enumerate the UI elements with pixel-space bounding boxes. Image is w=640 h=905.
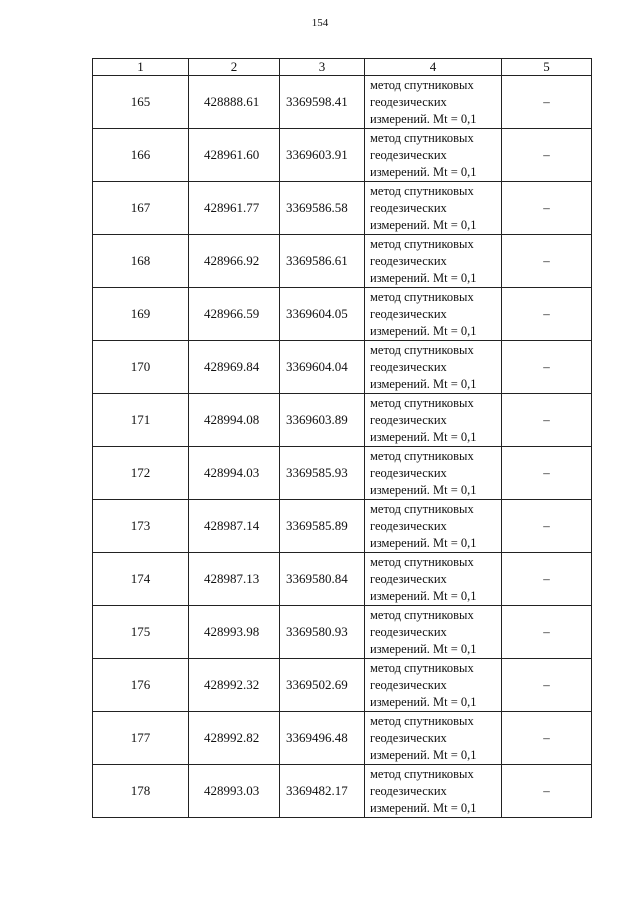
column-header-3: 3: [280, 59, 365, 76]
coordinates-table: [92, 58, 592, 818]
method-line-3: измерений. Mt = 0,1: [370, 535, 477, 550]
x-coordinate: 428994.08: [189, 394, 280, 447]
point-number: 170: [93, 341, 189, 394]
point-number: 166: [93, 129, 189, 182]
note-cell: –: [502, 659, 592, 712]
table-header-row: [93, 59, 592, 76]
column-header-1: 1: [93, 59, 189, 76]
table-row: [93, 76, 592, 129]
point-number: 175: [93, 606, 189, 659]
point-number: 173: [93, 500, 189, 553]
point-number: 174: [93, 553, 189, 606]
method-line-3: измерений. Mt = 0,1: [370, 694, 477, 709]
method-line-3: измерений. Mt = 0,1: [370, 270, 477, 285]
y-coordinate: 3369580.93: [280, 606, 365, 659]
method-description: [365, 341, 502, 394]
note-cell: –: [502, 394, 592, 447]
method-line-2: геодезических: [370, 518, 447, 533]
method-line-2: геодезических: [370, 783, 447, 798]
x-coordinate: 428961.60: [189, 129, 280, 182]
y-coordinate: 3369580.84: [280, 553, 365, 606]
method-line-1: метод спутниковых: [370, 342, 474, 357]
table-row: [93, 129, 592, 182]
point-number: 178: [93, 765, 189, 818]
method-description: [365, 712, 502, 765]
method-description: [365, 500, 502, 553]
column-header-2: 2: [189, 59, 280, 76]
method-description: [365, 129, 502, 182]
method-line-3: измерений. Mt = 0,1: [370, 429, 477, 444]
method-line-2: геодезических: [370, 253, 447, 268]
method-line-2: геодезических: [370, 147, 447, 162]
x-coordinate: 428993.03: [189, 765, 280, 818]
method-line-2: геодезических: [370, 412, 447, 427]
y-coordinate: 3369585.89: [280, 500, 365, 553]
method-line-3: измерений. Mt = 0,1: [370, 482, 477, 497]
point-number: 165: [93, 76, 189, 129]
page-number: 154: [311, 17, 329, 29]
point-number: 176: [93, 659, 189, 712]
method-description: [365, 606, 502, 659]
table-row: [93, 606, 592, 659]
table-row: [93, 288, 592, 341]
note-cell: –: [502, 129, 592, 182]
method-line-1: метод спутниковых: [370, 607, 474, 622]
method-line-2: геодезических: [370, 677, 447, 692]
method-description: [365, 235, 502, 288]
x-coordinate: 428987.13: [189, 553, 280, 606]
method-line-3: измерений. Mt = 0,1: [370, 588, 477, 603]
method-line-1: метод спутниковых: [370, 183, 474, 198]
table-row: [93, 341, 592, 394]
method-description: [365, 765, 502, 818]
x-coordinate: 428966.92: [189, 235, 280, 288]
note-cell: –: [502, 182, 592, 235]
method-line-1: метод спутниковых: [370, 713, 474, 728]
method-line-1: метод спутниковых: [370, 289, 474, 304]
point-number: 172: [93, 447, 189, 500]
y-coordinate: 3369604.04: [280, 341, 365, 394]
column-header-5: 5: [502, 59, 592, 76]
method-line-2: геодезических: [370, 571, 447, 586]
column-header-4: 4: [365, 59, 502, 76]
note-cell: –: [502, 76, 592, 129]
method-line-3: измерений. Mt = 0,1: [370, 111, 477, 126]
method-line-2: геодезических: [370, 306, 447, 321]
method-line-2: геодезических: [370, 94, 447, 109]
x-coordinate: 428888.61: [189, 76, 280, 129]
note-cell: –: [502, 288, 592, 341]
method-line-2: геодезических: [370, 465, 447, 480]
table-row: [93, 447, 592, 500]
note-cell: –: [502, 606, 592, 659]
method-line-2: геодезических: [370, 624, 447, 639]
x-coordinate: 428987.14: [189, 500, 280, 553]
point-number: 167: [93, 182, 189, 235]
method-description: [365, 394, 502, 447]
method-line-3: измерений. Mt = 0,1: [370, 164, 477, 179]
note-cell: –: [502, 500, 592, 553]
point-number: 177: [93, 712, 189, 765]
method-line-1: метод спутниковых: [370, 554, 474, 569]
table-row: [93, 500, 592, 553]
y-coordinate: 3369496.48: [280, 712, 365, 765]
note-cell: –: [502, 553, 592, 606]
method-line-1: метод спутниковых: [370, 660, 474, 675]
note-cell: –: [502, 765, 592, 818]
table-row: [93, 394, 592, 447]
y-coordinate: 3369586.61: [280, 235, 365, 288]
y-coordinate: 3369604.05: [280, 288, 365, 341]
method-line-3: измерений. Mt = 0,1: [370, 376, 477, 391]
y-coordinate: 3369598.41: [280, 76, 365, 129]
point-number: 168: [93, 235, 189, 288]
method-line-1: метод спутниковых: [370, 236, 474, 251]
method-line-1: метод спутниковых: [370, 766, 474, 781]
x-coordinate: 428992.32: [189, 659, 280, 712]
x-coordinate: 428966.59: [189, 288, 280, 341]
method-line-2: геодезических: [370, 359, 447, 374]
x-coordinate: 428994.03: [189, 447, 280, 500]
method-description: [365, 182, 502, 235]
method-line-3: измерений. Mt = 0,1: [370, 323, 477, 338]
method-line-3: измерений. Mt = 0,1: [370, 641, 477, 656]
point-number: 171: [93, 394, 189, 447]
note-cell: –: [502, 447, 592, 500]
y-coordinate: 3369603.89: [280, 394, 365, 447]
method-description: [365, 288, 502, 341]
table-row: [93, 712, 592, 765]
method-line-3: измерений. Mt = 0,1: [370, 747, 477, 762]
y-coordinate: 3369585.93: [280, 447, 365, 500]
y-coordinate: 3369502.69: [280, 659, 365, 712]
y-coordinate: 3369586.58: [280, 182, 365, 235]
table-row: [93, 235, 592, 288]
table-row: [93, 659, 592, 712]
x-coordinate: 428993.98: [189, 606, 280, 659]
note-cell: –: [502, 235, 592, 288]
method-line-1: метод спутниковых: [370, 448, 474, 463]
method-line-3: измерений. Mt = 0,1: [370, 800, 477, 815]
table-row: [93, 182, 592, 235]
method-line-1: метод спутниковых: [370, 501, 474, 516]
x-coordinate: 428992.82: [189, 712, 280, 765]
method-line-1: метод спутниковых: [370, 77, 474, 92]
y-coordinate: 3369482.17: [280, 765, 365, 818]
method-description: [365, 659, 502, 712]
method-description: [365, 553, 502, 606]
method-line-2: геодезических: [370, 200, 447, 215]
method-description: [365, 76, 502, 129]
note-cell: –: [502, 712, 592, 765]
table-row: [93, 765, 592, 818]
table-row: [93, 553, 592, 606]
point-number: 169: [93, 288, 189, 341]
method-line-1: метод спутниковых: [370, 395, 474, 410]
x-coordinate: 428969.84: [189, 341, 280, 394]
method-description: [365, 447, 502, 500]
method-line-2: геодезических: [370, 730, 447, 745]
y-coordinate: 3369603.91: [280, 129, 365, 182]
x-coordinate: 428961.77: [189, 182, 280, 235]
method-line-3: измерений. Mt = 0,1: [370, 217, 477, 232]
method-line-1: метод спутниковых: [370, 130, 474, 145]
note-cell: –: [502, 341, 592, 394]
